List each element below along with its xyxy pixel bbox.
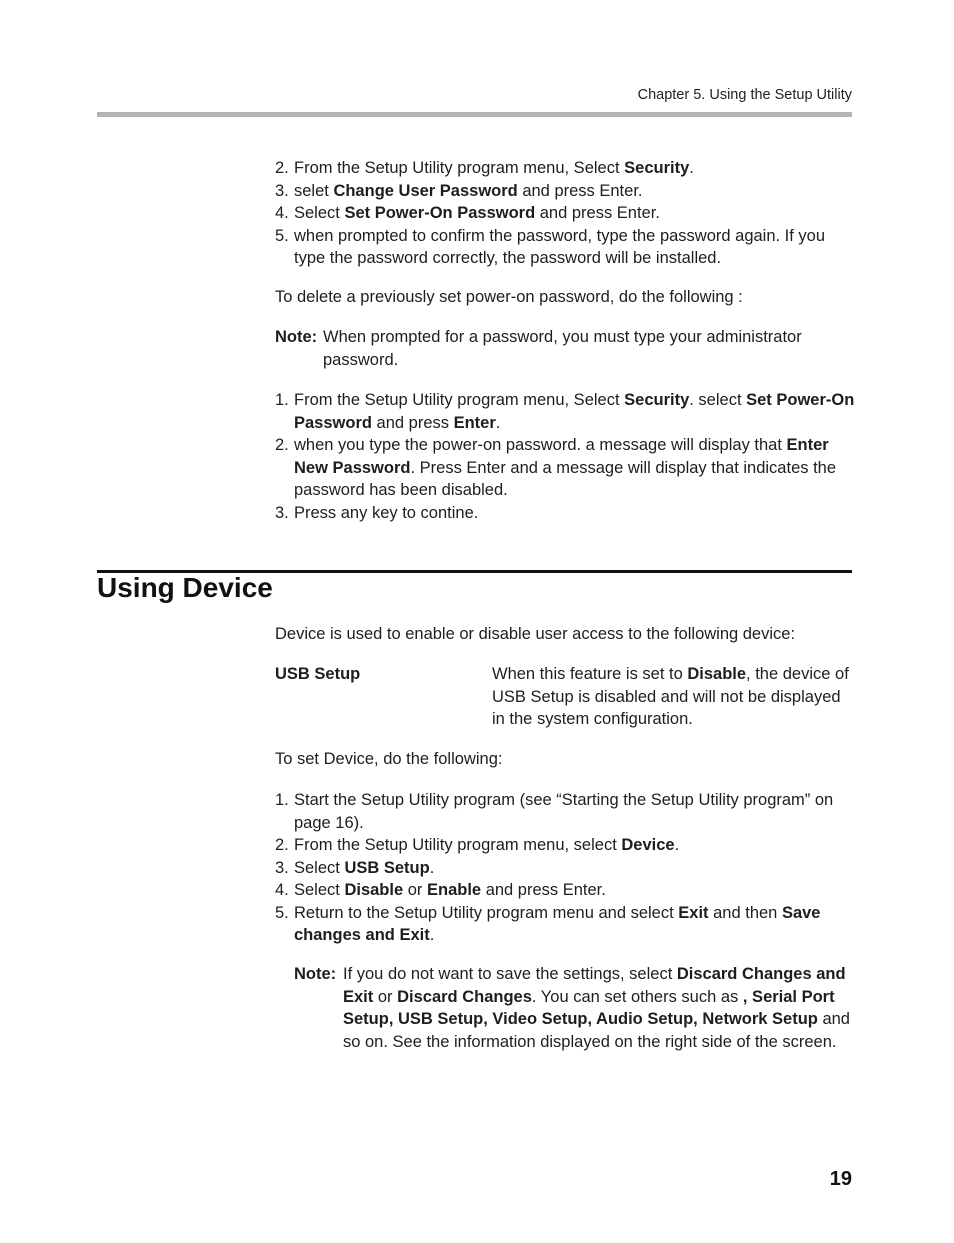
- text-run: and press Enter.: [481, 881, 606, 899]
- bold-term: Disable: [344, 881, 404, 899]
- usb-setup-desc: [492, 663, 852, 731]
- text-run: selet: [294, 181, 334, 200]
- list-item-number: 2.: [275, 836, 289, 854]
- bold-term: Enable: [427, 881, 482, 899]
- bold-term: Discard Changes: [397, 987, 532, 1006]
- list-item: [275, 857, 855, 880]
- list-item: [275, 389, 855, 434]
- text-run: .: [429, 926, 435, 944]
- bold-term: Device: [621, 836, 675, 854]
- note1-label: Note:: [275, 328, 318, 346]
- list-item-number: 2.: [275, 159, 289, 177]
- text-run: From the Setup Utility program menu, select: [294, 836, 622, 854]
- text-run: From the Setup Utility program menu, Select: [294, 159, 625, 177]
- note1-text: When prompted for a password, you must type your administrator password.: [323, 328, 802, 369]
- text-run: Press any key to contine.: [294, 503, 479, 522]
- bold-term: Disable: [687, 665, 747, 683]
- list-item-number: 2.: [275, 436, 289, 454]
- delete-steps: [275, 389, 855, 524]
- set-device-intro: To set Device, do the following:: [275, 750, 503, 768]
- bold-term: , Serial Port Setup, USB Setup, Video Setup, Audio Setup, Network Setup: [343, 987, 835, 1028]
- text-run: . select: [689, 391, 747, 409]
- delete-intro-block: [275, 286, 855, 309]
- list-item-text: [294, 504, 478, 522]
- note2-label: Note:: [294, 965, 337, 983]
- text-run: . Press Enter and a message will display that indicates the password has been disabled.: [294, 458, 837, 499]
- list-item: [275, 225, 855, 270]
- bold-term: Set Power-On Password: [294, 391, 855, 432]
- list-item-text: [294, 791, 833, 832]
- list-item-number: 3.: [275, 858, 289, 877]
- delete-intro: To delete a previously set power-on password, do the following :: [275, 288, 743, 306]
- note2-text: [343, 963, 854, 1053]
- list-item: [275, 502, 855, 525]
- list-item: [275, 434, 855, 502]
- bold-term: Change User Password: [333, 181, 518, 200]
- text-run: From the Setup Utility program menu, Select: [294, 391, 625, 409]
- text-run: .: [495, 413, 501, 432]
- list-item-text: [294, 904, 821, 945]
- bold-term: Discard Changes and Exit: [343, 965, 846, 1006]
- text-run: or: [403, 881, 427, 899]
- list-item-text: [294, 436, 836, 499]
- list-item-text: [294, 881, 606, 899]
- list-item: [275, 789, 855, 834]
- list-item-text: [294, 391, 854, 432]
- text-run: Select: [294, 881, 345, 899]
- text-run: and press Enter.: [535, 204, 660, 222]
- text-run: Select: [294, 858, 345, 877]
- list-item-number: 1.: [275, 391, 289, 409]
- page-number: 19: [829, 1168, 852, 1190]
- list-item-number: 5.: [275, 226, 289, 245]
- bold-term: Security: [624, 159, 690, 177]
- bold-term: USB Setup: [344, 858, 430, 877]
- device-steps: [275, 789, 855, 947]
- text-run: .: [674, 836, 680, 854]
- list-item: [275, 202, 855, 225]
- list-item-text: [294, 159, 694, 177]
- device-steps-block: [275, 789, 855, 947]
- bold-term: Enter: [453, 413, 496, 432]
- list-item: [275, 180, 855, 203]
- text-run: .: [429, 858, 435, 877]
- text-run: when prompted to confirm the password, type the password again. If you type the password correctly, the password will be installed.: [294, 226, 826, 267]
- bold-term: Exit: [678, 903, 709, 922]
- text-run: and so on. See the information displayed on the right side of the screen.: [343, 1010, 850, 1051]
- list-item-number: 4.: [275, 881, 289, 899]
- list-item-text: [294, 227, 825, 268]
- note1: [275, 326, 855, 371]
- list-item-number: 4.: [275, 204, 289, 222]
- device-intro: Device is used to enable or disable user access to the following device:: [275, 625, 796, 643]
- set-device-intro-block: [275, 748, 855, 771]
- text-run: Return to the Setup Utility program menu and select: [294, 903, 679, 922]
- bold-term: Security: [624, 391, 690, 409]
- text-run: or: [373, 987, 398, 1006]
- text-run: If you do not want to save the settings, select: [343, 965, 677, 983]
- text-run: when you type the power-on password. a message will display that: [294, 436, 787, 454]
- bold-term: Enter New Password: [294, 436, 829, 477]
- note1-block: [275, 326, 855, 371]
- note2-block: [294, 963, 854, 1053]
- text-run: and press Enter.: [517, 181, 643, 200]
- list-item-number: 3.: [275, 503, 289, 522]
- text-run: Start the Setup Utility program (see “Starting the Setup Utility program” on page 16).: [294, 791, 834, 832]
- list-item-number: 5.: [275, 903, 289, 922]
- text-run: , the device of USB Setup is disabled and will not be displayed in the system configuration.: [492, 665, 849, 728]
- list-item: [275, 879, 855, 902]
- password-steps-block: [275, 157, 855, 270]
- text-run: and then: [708, 903, 782, 922]
- section-title: Using Device: [97, 572, 273, 603]
- list-item-text: [294, 859, 434, 877]
- device-intro-block: [275, 623, 855, 646]
- bold-term: Save changes and Exit: [294, 903, 821, 944]
- list-item-text: [294, 182, 643, 200]
- usb-setup-definition: [275, 663, 855, 731]
- usb-setup-term: USB Setup: [275, 665, 361, 683]
- text-run: Select: [294, 204, 345, 222]
- set-password-steps: [275, 157, 855, 270]
- delete-steps-block: [275, 389, 855, 524]
- bold-term: Set Power-On Password: [344, 204, 536, 222]
- note2: [294, 963, 854, 1053]
- list-item: [275, 157, 855, 180]
- text-run: .: [689, 159, 694, 177]
- list-item-text: [294, 204, 660, 222]
- list-item-number: 3.: [275, 181, 289, 200]
- running-header: Chapter 5. Using the Setup Utility: [637, 87, 852, 103]
- list-item: [275, 834, 855, 857]
- text-run: and press: [371, 413, 454, 432]
- text-run: . You can set others such as: [531, 987, 743, 1006]
- header-rule: [97, 112, 852, 117]
- list-item-number: 1.: [275, 791, 289, 809]
- list-item: [275, 902, 855, 947]
- text-run: When this feature is set to: [492, 665, 688, 683]
- list-item-text: [294, 836, 679, 854]
